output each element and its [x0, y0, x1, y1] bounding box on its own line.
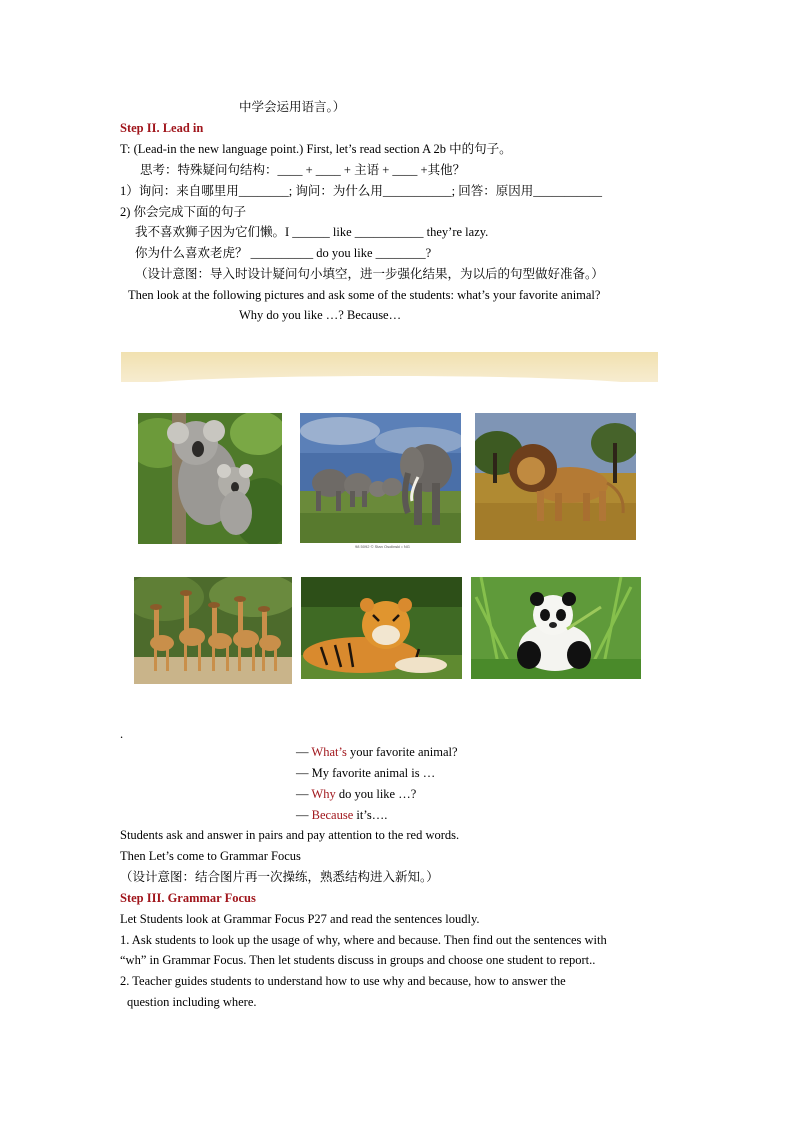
dialog-red-word: Why: [311, 787, 336, 801]
step2-heading: Step II. Lead in: [120, 121, 204, 135]
sentence-1: 我不喜欢狮子因为它们懒。I ______ like ___________ they’re lazy.: [135, 225, 489, 239]
koala-photo: [138, 413, 282, 544]
pairs-line: Students ask and answer in pairs and pay attention to the red words.: [120, 828, 460, 842]
dialog-text: do you like …?: [335, 787, 417, 801]
decorative-banner: [121, 352, 658, 382]
dialog-dash: —: [296, 745, 309, 759]
step3-line-5: question including where.: [127, 995, 257, 1009]
step3-line-3: “wh” in Grammar Focus. Then let students discuss in groups and choose one student to report..: [120, 953, 596, 967]
question-2: 2) 你会完成下面的句子: [120, 205, 247, 219]
step3-line-4: 2. Teacher guides students to understand how to use why and because, how to answer the: [120, 974, 566, 988]
dialog-text: My favorite animal is …: [308, 766, 436, 780]
step3-line-1: Let Students look at Grammar Focus P27 and read the sentences loudly.: [120, 912, 480, 926]
pictures-line-2: Why do you like …? Because…: [239, 308, 402, 322]
dialog-dash: —: [296, 808, 309, 822]
sentence-2: 你为什么喜欢老虎？ __________ do you like ________?: [135, 246, 432, 260]
elephant-photo: [300, 413, 461, 543]
step3-heading: Step III. Grammar Focus: [120, 891, 256, 905]
intro-line: 中学会运用语言。）: [239, 100, 346, 114]
dialog-line-2: [296, 765, 435, 781]
dialog-dash: —: [296, 766, 309, 780]
dialog-text: your favorite animal?: [346, 745, 458, 759]
question-1: 1）询问：来自哪里用________; 询问：为什么用___________; 回答：原因用___________: [120, 184, 602, 198]
step3-line-2: 1. Ask students to look up the usage of why, where and because. Then find out the sentences with: [120, 933, 607, 947]
dialog-text: it’s….: [353, 808, 388, 822]
elephant-caption: 98 5092 © Stan Osolinski • NG: [355, 544, 410, 549]
dialog-line-4: [296, 807, 387, 823]
pictures-line-1: Then look at the following pictures and ask some of the students: what’s your favorite animal?: [128, 288, 601, 302]
lion-photo: [475, 413, 636, 540]
dialog-red-word: Because: [311, 808, 354, 822]
tiger-photo: [301, 577, 462, 679]
dialog-dash: —: [296, 787, 309, 801]
dialog-line-1: [296, 744, 458, 760]
stray-dot: .: [120, 727, 124, 741]
giraffe-photo: [134, 577, 292, 684]
think-line: 思考：特殊疑问句结构：____ + ____ + 主语 + ____ +其他？: [140, 163, 466, 177]
design-intent-1: （设计意图：导入时设计疑问句小填空，进一步强化结果，为以后的句型做好准备。）: [135, 267, 604, 281]
dialog-line-3: [296, 786, 416, 802]
then-line: Then Let’s come to Grammar Focus: [120, 849, 301, 863]
panda-photo: [471, 577, 641, 679]
design-intent-2: （设计意图：结合图片再一次操练，熟悉结构进入新知。）: [120, 870, 439, 884]
dialog-red-word: What’s: [311, 745, 347, 759]
t-line: T: (Lead-in the new language point.) First, let’s read section A 2b 中的句子。: [120, 142, 512, 156]
